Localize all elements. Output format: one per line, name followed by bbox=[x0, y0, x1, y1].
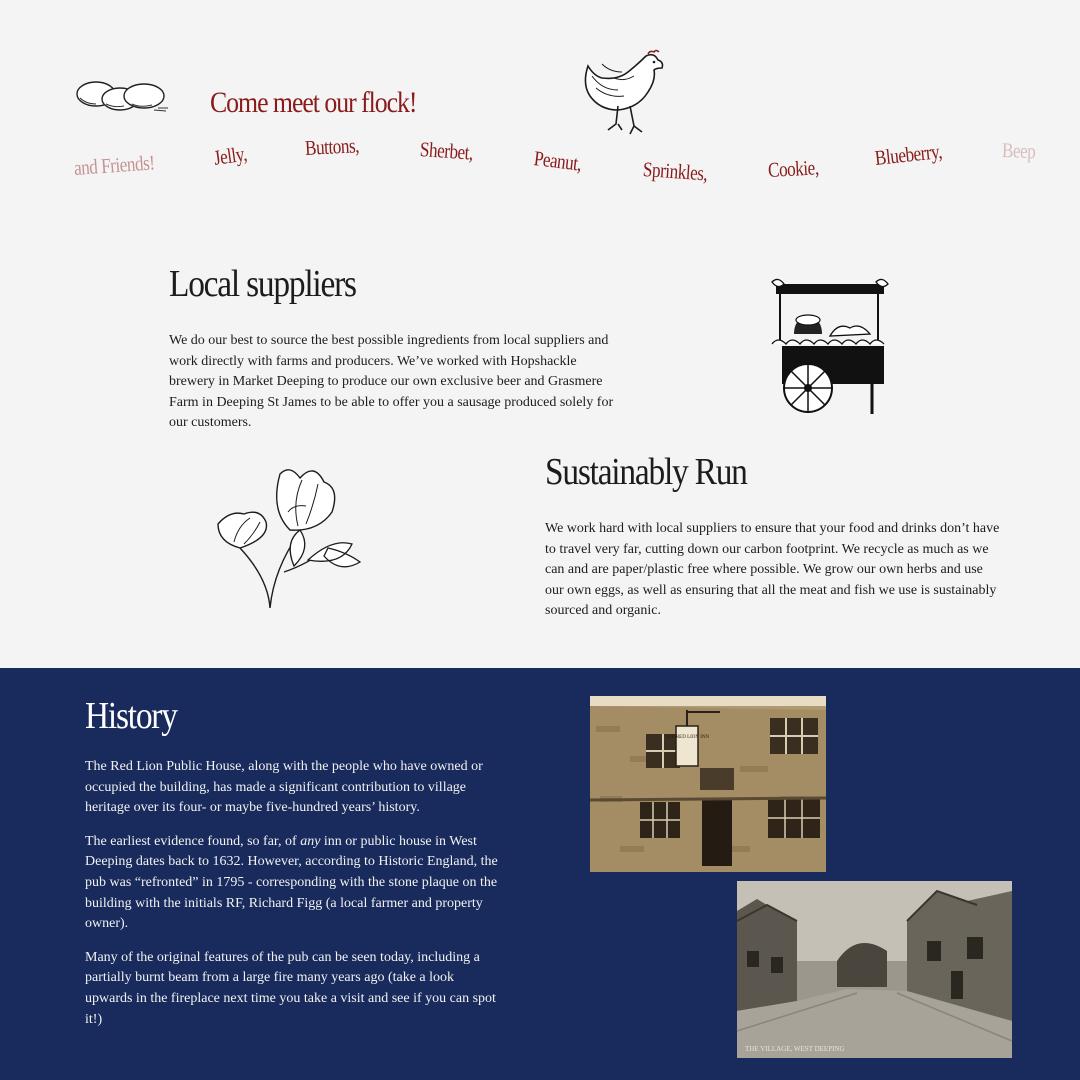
history-paragraph-2-start: The earliest evidence found, so far, of bbox=[85, 833, 301, 849]
hen-name-blueberry: Blueberry, bbox=[873, 139, 943, 170]
history-paragraph-2-emphasis: any bbox=[300, 833, 321, 849]
eggs-illustration bbox=[74, 74, 170, 118]
inn-photo-image bbox=[590, 696, 826, 872]
hen-name-cookie: Cookie, bbox=[767, 155, 820, 182]
eggs-icon bbox=[74, 74, 170, 118]
local-suppliers-text: We do our best to source the best possible ingredients from local suppliers and work directly with farms and producers. We’ve worked with Hopshackle brewery in Market Deeping to produce our own exclusive beer and Grasmere Farm in Deeping St James to be able to offer you a sausage produced solely for our customers. bbox=[169, 333, 614, 431]
history-paragraph-2-end: inn or public house in West Deeping dates back to 1632. However, according to Historic England, the pub was “refronted” in 1795 - corresponding with the stone plaque on the building with the initials RF, Richard Figg (a local farmer and property owner). bbox=[85, 833, 498, 932]
hen-name-jelly: Jelly, bbox=[212, 141, 249, 170]
hen-icon bbox=[578, 48, 668, 144]
street-photo-image bbox=[737, 881, 1012, 1058]
hen-name-friends: and Friends! bbox=[73, 150, 156, 180]
flock-title: Come meet our flock! bbox=[210, 86, 417, 119]
history-paragraph-1: The Red Lion Public House, along with the people who have owned or occupied the building, has made a significant contribution to village heritage over its four- or maybe five-hundred years’ history. bbox=[85, 759, 483, 816]
history-text bbox=[85, 757, 501, 1043]
history-section bbox=[0, 668, 1080, 1080]
street-photo-caption: THE VILLAGE, WEST DEEPING bbox=[745, 1045, 845, 1053]
hen-name-peanut: Peanut, bbox=[532, 146, 583, 176]
sustainably-run-text: We work hard with local suppliers to ensure that your food and drinks don’t have to travel very far, cutting down our carbon footprint. We recycle as much as we can and are paper/plastic free where possible. We grow our own herbs and use our own eggs, as well as ensuring that all the meat and fish we use is sustainably sourced and organic. bbox=[545, 521, 1000, 619]
history-paragraph-2 bbox=[85, 832, 501, 935]
hen-illustration bbox=[578, 48, 668, 144]
red-lion-inn-photo bbox=[590, 696, 826, 872]
history-heading: History bbox=[85, 695, 177, 737]
flower-illustration bbox=[210, 462, 370, 614]
hen-name-beep: Beep bbox=[1001, 138, 1036, 164]
hen-name-buttons: Buttons, bbox=[304, 133, 360, 160]
market-cart-illustration bbox=[766, 276, 894, 418]
hen-name-sprinkles: Sprinkles, bbox=[642, 157, 709, 186]
flower-icon bbox=[210, 462, 370, 614]
village-street-photo bbox=[737, 881, 1012, 1058]
history-paragraph-3: Many of the original features of the pub can be seen today, including a partially burnt beam from a large fire many years ago (take a look upwards in the fireplace next time you take a visit and see if you can spot it!) bbox=[85, 949, 496, 1027]
inn-sign-text: THE RED LION INN bbox=[664, 735, 710, 740]
hen-name-sherbet: Sherbet, bbox=[419, 137, 474, 165]
sustainably-run-heading: Sustainably Run bbox=[545, 451, 747, 493]
local-suppliers-heading: Local suppliers bbox=[169, 263, 356, 305]
cart-icon bbox=[766, 276, 894, 418]
